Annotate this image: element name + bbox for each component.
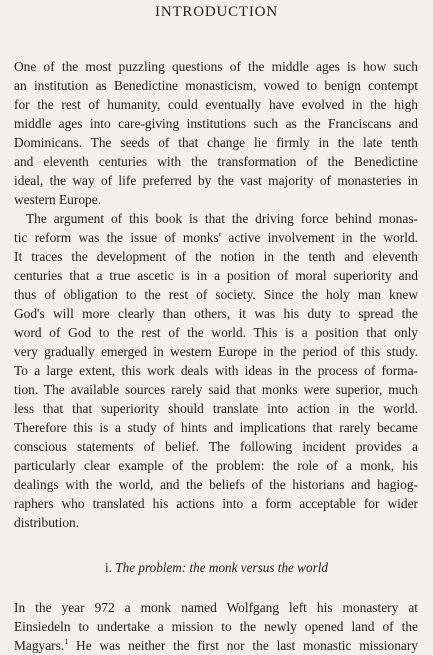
text-line: western Europe. — [14, 192, 102, 207]
text-line: conscious statements of belief. The following incident provides a — [14, 439, 418, 454]
text-line: raphers who translated his actions into a form acceptable for wider — [14, 496, 418, 511]
section-title-text: The problem: the monk versus the world — [115, 560, 328, 575]
text-line: dealings with the world, and the beliefs of the historians and hagiog- — [14, 477, 418, 492]
text-line — [14, 636, 418, 655]
text-line: ideal, the way of life preferred by the vast majority of monasteries in — [14, 173, 418, 188]
section-number: i. — [105, 560, 112, 575]
text-line: One of the most puzzling questions of the middle ages is how such — [14, 59, 418, 74]
text-line: distribution. — [14, 515, 80, 530]
text-line: tion. The available sources rarely said that monks were superior, much — [14, 382, 418, 397]
text-line: word of God to the rest of the world. This is a position that only — [14, 325, 418, 340]
text-line: Therefore this is a study of hints and implications that rarely became — [14, 420, 418, 435]
text-line: very gradually emerged in western Europe in the period of this study. — [14, 344, 418, 359]
text-line: an institution as Benedictine monasticism, vowed to benign contempt — [14, 78, 418, 93]
text-fragment: He was neither the first nor the last monastic missionary — [68, 638, 418, 653]
text-line: for the rest of humanity, could eventually have evolved in the high — [14, 97, 418, 112]
text-line: The argument of this book is that the driving force behind monas- — [26, 211, 418, 226]
text-line: middle ages into care-giving institutions such as the Franciscans and — [14, 116, 418, 131]
text-line: centuries that a true ascetic is in a position of moral superiority and — [14, 268, 418, 283]
text-line: less that that superiority should translate into action in the world. — [14, 401, 418, 416]
text-line: In the year 972 a monk named Wolfgang left his monastery at — [14, 600, 418, 615]
text-line: Dominicans. The seeds of that change lie firmly in the late tenth — [14, 135, 418, 150]
text-line: tic reform was the issue of monks' active involvement in the world. — [14, 230, 418, 245]
text-line: thus of obligation to the rest of society. Since the holy man knew — [14, 287, 418, 302]
text-line: and eleventh centuries with the transformation of the Benedictine — [14, 154, 418, 169]
section-title — [0, 560, 433, 576]
text-line: Einsiedeln to undertake a mission to the newly opened land of the — [14, 619, 418, 634]
text-line: To a large extent, this work deals with ideas in the process of forma- — [14, 363, 418, 378]
chapter-heading: INTRODUCTION — [155, 4, 278, 20]
footnote-marker[interactable]: 1 — [64, 637, 69, 646]
text-line: God's will more clearly than others, it was his duty to spread the — [14, 306, 418, 321]
text-fragment: Magyars. — [14, 638, 65, 653]
text-line: particularly clear example of the problem: the role of a monk, his — [14, 458, 418, 473]
text-line: It traces the development of the notion in the tenth and eleventh — [14, 249, 418, 264]
